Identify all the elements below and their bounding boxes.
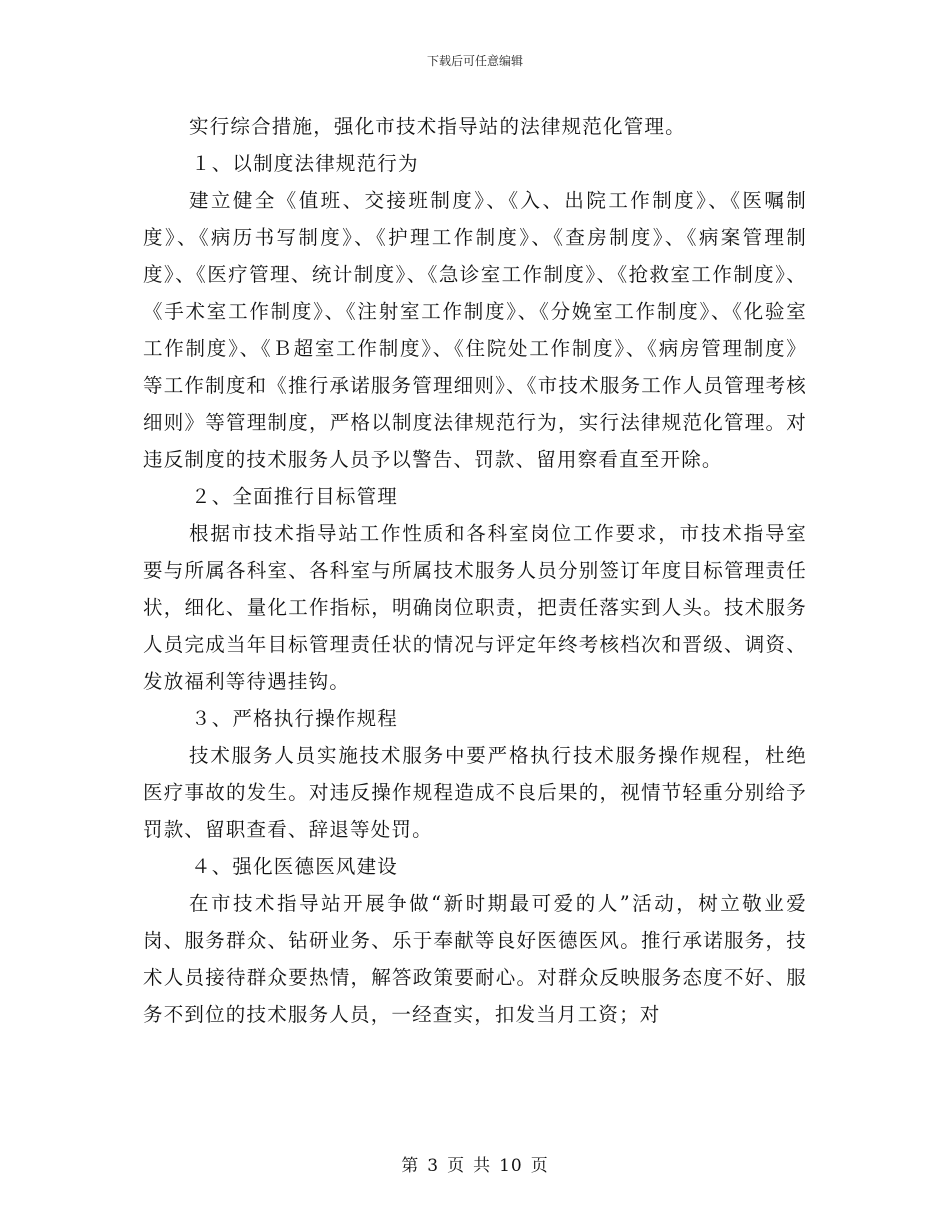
footer-total-word: 共: [473, 1156, 492, 1176]
section-heading-1: １、以制度法律规范行为: [191, 152, 419, 175]
section-heading-4: ４、强化医德医风建设: [191, 855, 399, 878]
section-heading-3: ３、严格执行操作规程: [191, 707, 399, 730]
paragraph-target-management: 根据市技术指导站工作性质和各科室岗位工作要求，市技术指导室要与所属各科室、各科室与所属技术服务人员分别签订年度目标管理责任状，细化、量化工作指标，明确岗位职责，把责任落实到人头。技术服务人员完成当年目标管理责任状的情况与评定年终考核档次和晋级、调资、发放福利等待遇挂钩。: [143, 522, 807, 693]
paragraph-operating-rules: 技术服务人员实施技术服务中要严格执行技术服务操作规程，杜绝医疗事故的发生。对违反操作规程造成不良后果的，视情节轻重分别给予罚款、留职查看、辞退等处罚。: [143, 744, 807, 841]
document-body: [143, 108, 807, 1033]
footer-total-pages: 10: [499, 1156, 523, 1176]
paragraph-intro: 实行综合措施，强化市技术指导站的法律规范化管理。: [189, 115, 686, 138]
paragraph-medical-ethics: 在市技术指导站开展争做“新时期最可爱的人”活动，树立敬业爱岗、服务群众、钻研业务、乐于奉献等良好医德医风。推行承诺服务，技术人员接待群众要热情，解答政策要耐心。对群众反映服务态度不好、服务不到位的技术服务人员，一经查实，扣发当月工资；对: [143, 892, 807, 1026]
page-footer: [0, 1155, 950, 1177]
page-header: 下载后可任意编辑: [426, 54, 523, 68]
footer-page-word: 页: [447, 1156, 466, 1176]
paragraph-regulations: 建立健全《值班、交接班制度》、《入、出院工作制度》、《医嘱制度》、《病历书写制度》、《护理工作制度》、《查房制度》、《病案管理制度》、《医疗管理、统计制度》、《急诊室工作制度》、《抢救室工作制度》、《手术室工作制度》、《注射室工作制度》、《分娩室工作制度》、《化验室工作制度》、《Ｂ超室工作制度》、《住院处工作制度》、《病房管理制度》等工作制度和《推行承诺服务管理细则》、《市技术服务工作人员管理考核细则》等管理制度，严格以制度法律规范行为，实行法律规范化管理。对违反制度的技术服务人员予以警告、罚款、留用察看直至开除。: [143, 189, 807, 471]
footer-current-page: 3: [427, 1156, 440, 1176]
footer-prefix: 第: [401, 1156, 420, 1176]
footer-suffix: 页: [530, 1156, 549, 1176]
section-heading-2: ２、全面推行目标管理: [191, 485, 399, 508]
